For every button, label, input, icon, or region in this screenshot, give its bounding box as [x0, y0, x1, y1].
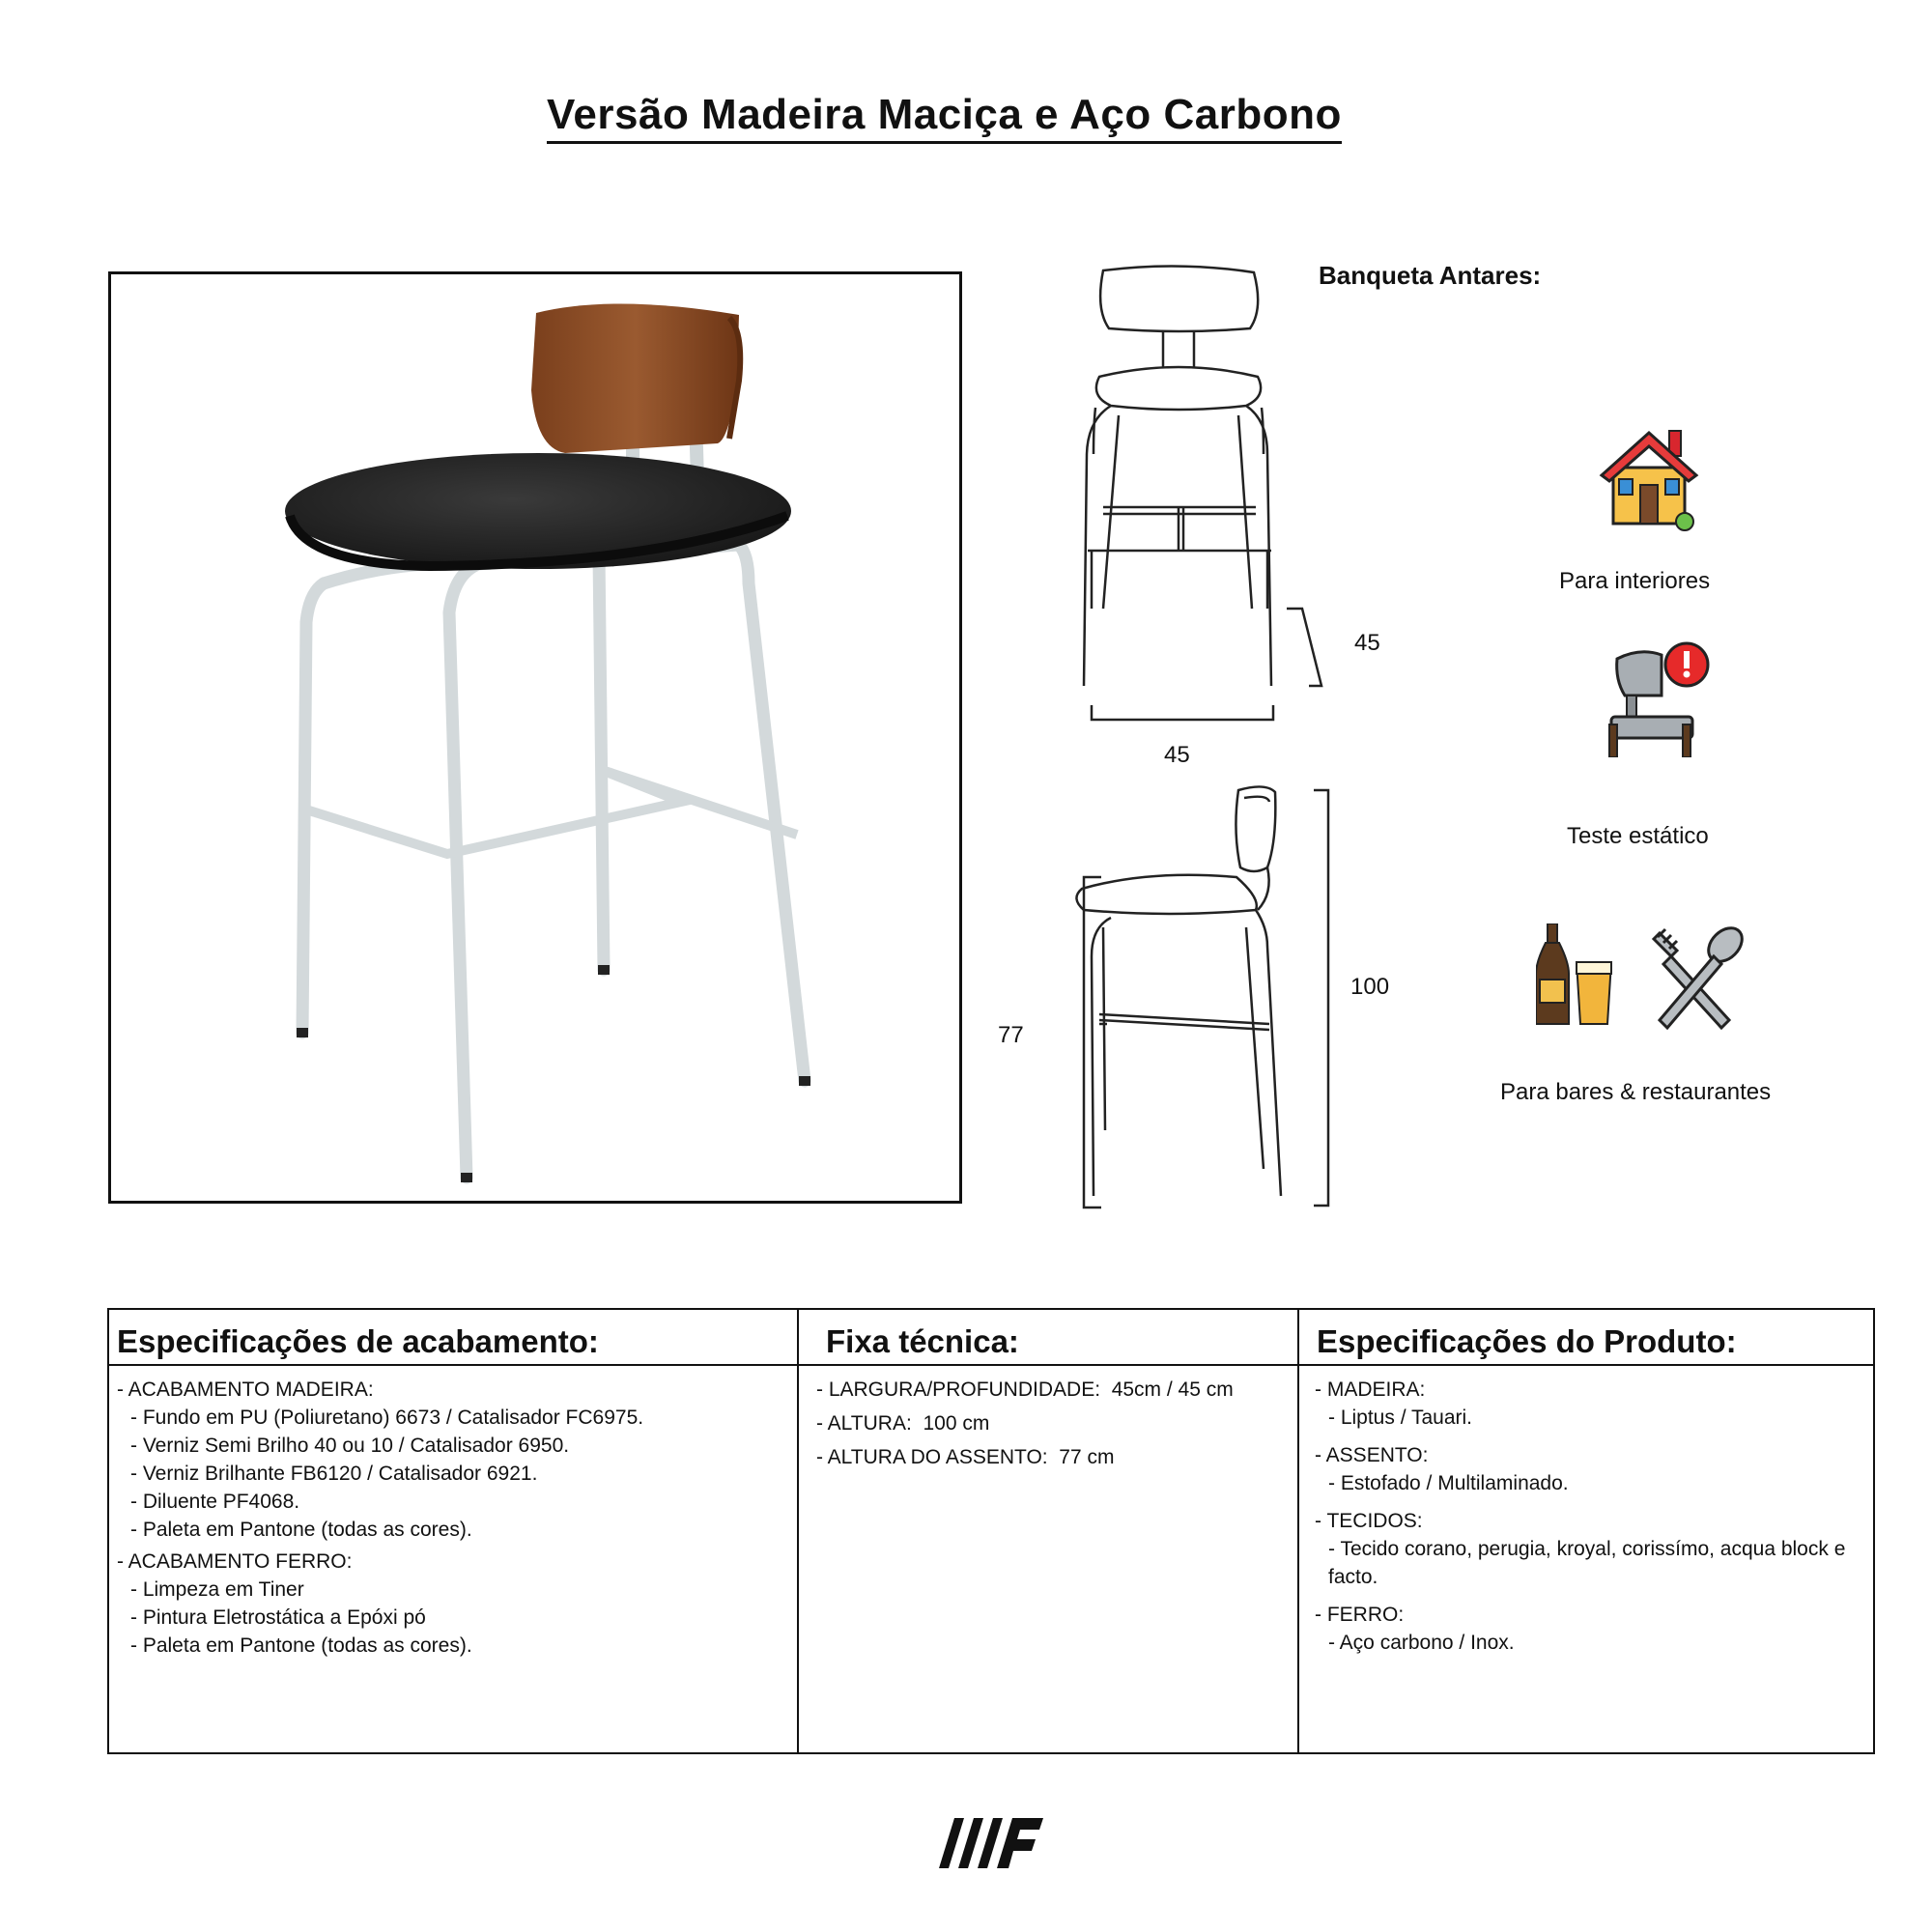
- bar-restaurant-icon: [1536, 923, 1768, 1035]
- technical-drawings: [1014, 261, 1420, 1232]
- stool-line-drawings: [1014, 261, 1420, 1227]
- technical-specs-cell: [798, 1365, 1298, 1753]
- stool-photo-illustration: [111, 274, 965, 1207]
- list-item: - Fundo em PU (Poliuretano) 6673 / Catalisador FC6975.: [130, 1406, 644, 1429]
- iron-value: - Aço carbono / Inox.: [1328, 1632, 1515, 1654]
- house-icon: [1596, 425, 1702, 536]
- product-name: Banqueta Antares:: [1319, 261, 1542, 290]
- front-view-drawing: [1084, 266, 1271, 686]
- tech-value: 77 cm: [1059, 1446, 1115, 1468]
- list-item: - Paleta em Pantone (todas as cores).: [130, 1634, 472, 1657]
- feature-label-interiors: Para interiores: [1559, 568, 1711, 594]
- fabric-title: - TECIDOS:: [1315, 1510, 1423, 1532]
- wood-finish-title: - ACABAMENTO MADEIRA:: [117, 1378, 374, 1401]
- total-height-dimension: 100: [1350, 974, 1390, 1000]
- feature-label-static-test: Teste estático: [1567, 823, 1709, 849]
- list-item: - Pintura Eletrostática a Epóxi pó: [130, 1606, 426, 1629]
- tech-value: 100 cm: [923, 1412, 990, 1435]
- seat-title: - ASSENTO:: [1315, 1444, 1429, 1466]
- width-dimension: 45: [1164, 742, 1190, 768]
- wood-title: - MADEIRA:: [1315, 1378, 1426, 1401]
- tech-row-seat-height: [816, 1443, 1290, 1471]
- feature-label-bars-restaurants: Para bares & restaurantes: [1500, 1079, 1772, 1105]
- tech-label: - ALTURA DO ASSENTO:: [816, 1446, 1048, 1468]
- finishing-specs-cell: [108, 1365, 798, 1753]
- header-technical: Fixa técnica:: [798, 1309, 1298, 1365]
- iron-title: - FERRO:: [1315, 1604, 1405, 1626]
- tech-value: 45cm / 45 cm: [1111, 1378, 1234, 1401]
- tech-row-height: [816, 1409, 1290, 1437]
- list-item: - Paleta em Pantone (todas as cores).: [130, 1519, 472, 1541]
- seat-height-dimension: 77: [998, 1022, 1024, 1048]
- seat-value: - Estofado / Multilaminado.: [1328, 1472, 1569, 1494]
- product-photo: [108, 271, 962, 1204]
- iron-finish-title: - ACABAMENTO FERRO:: [117, 1550, 353, 1573]
- chair-static-test-icon: [1602, 641, 1718, 762]
- wood-value: - Liptus / Tauari.: [1328, 1406, 1473, 1429]
- list-item: - Verniz Brilhante FB6120 / Catalisador 6921.: [130, 1463, 538, 1485]
- depth-dimension: 45: [1354, 630, 1380, 656]
- logo-icon: [929, 1816, 1045, 1875]
- side-view-drawing: [1076, 786, 1281, 1196]
- tech-label: - ALTURA:: [816, 1412, 912, 1435]
- list-item: - Limpeza em Tiner: [130, 1578, 304, 1601]
- specs-table: [107, 1308, 1875, 1754]
- tech-label: - LARGURA/PROFUNDIDADE:: [816, 1378, 1101, 1401]
- page-title: Versão Madeira Maciça e Aço Carbono: [547, 91, 1342, 144]
- list-item: - Verniz Semi Brilho 40 ou 10 / Catalisador 6950.: [130, 1435, 570, 1457]
- fabric-value: - Tecido corano, perugia, kroyal, corissímo, acqua block e facto.: [1328, 1538, 1846, 1588]
- header-finishing: Especificações de acabamento:: [108, 1309, 798, 1365]
- tech-row-size: [816, 1376, 1290, 1404]
- product-specs-cell: [1298, 1365, 1874, 1753]
- header-product: Especificações do Produto:: [1298, 1309, 1874, 1365]
- list-item: - Diluente PF4068.: [130, 1491, 300, 1513]
